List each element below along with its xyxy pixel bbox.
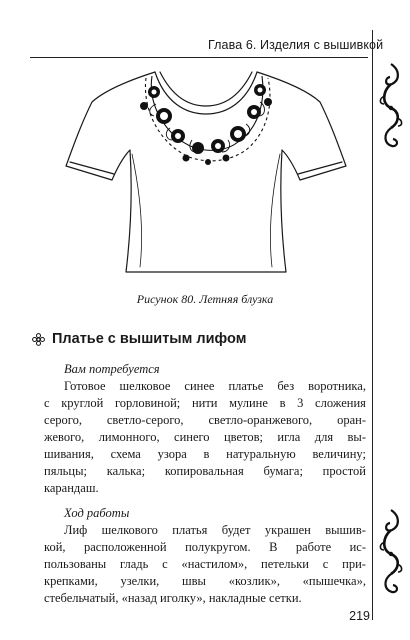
procedure-heading: Ход работы [64, 506, 130, 520]
materials-line: пяльцы; калька; копировальная бумага; простой [44, 464, 366, 478]
procedure-line: пользованы гладь с «настилом», петельки с при- [44, 557, 366, 571]
scroll-ornament-top [376, 62, 406, 152]
materials-line: жевого, лимонного, синего цветов; игла для вы- [44, 430, 366, 444]
section-heading [32, 331, 362, 347]
materials-line: шивания, схема узора в натуральную величину; [44, 447, 366, 461]
section-title: Платье с вышитым лифом [52, 331, 247, 347]
materials-heading: Вам потребуется [64, 362, 160, 376]
flower-bullet-icon [32, 333, 45, 346]
procedure-line: Лиф шелкового платья будет украшен вышив- [64, 523, 366, 537]
materials-line: Готовое шелковое синее платье без воротника, [64, 379, 366, 393]
header-rule [30, 57, 368, 58]
procedure-line: стебельчатый, «назад иголку», накладные сетки. [44, 591, 302, 605]
scroll-ornament-bottom [376, 508, 406, 598]
figure-caption: Рисунок 80. Летняя блузка [136, 292, 274, 306]
blouse-illustration [60, 62, 350, 282]
materials-line: карандаш. [44, 481, 99, 495]
margin-rule [372, 30, 373, 620]
materials-line: серого, светло-серого, светло-оранжевого, оран- [44, 413, 366, 427]
running-header: Глава 6. Изделия с вышивкой [208, 38, 384, 52]
procedure-line: крепками, узелки, швы «козлик», «пышечка», [44, 574, 366, 588]
page-number: 219 [349, 609, 370, 623]
materials-line: с круглой горловиной; нити мулине в 3 сложения [44, 396, 366, 410]
procedure-line: кой, расположенной полукругом. В работе ис- [44, 540, 366, 554]
